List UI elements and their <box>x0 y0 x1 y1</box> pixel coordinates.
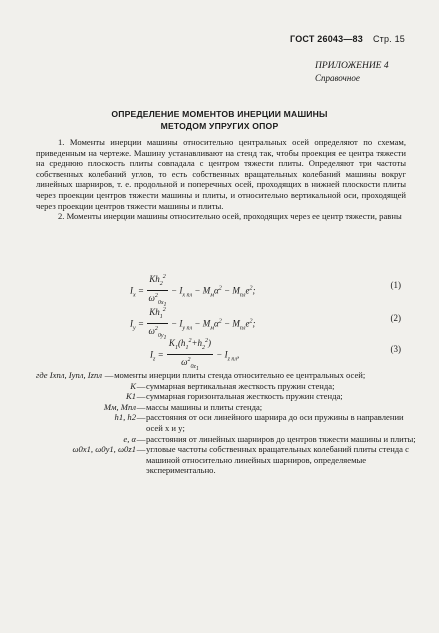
formula-3-number: (3) <box>390 344 401 354</box>
section-title-line-2: МЕТОДОМ УПРУГИХ ОПОР <box>160 121 279 131</box>
page-header <box>0 34 405 44</box>
definition-symbol: h1, h2 <box>114 412 136 423</box>
definition-item: h1, h2 — расстояния от оси линейного шарнира до оси пружины в направлении осей x и y; <box>36 412 416 433</box>
definition-item: ω0x1, ω0y1, ω0z1 — угловые частоты собственных вращательных колебаний плиты стенда с машиной относительно линейных шарниров, определяемые экспериментально. <box>36 444 416 476</box>
definition-item: где Ixпл, Iyпл, Izпл — моменты инерции плиты стенда относительно ее центральных осей; <box>36 370 416 381</box>
definition-item: Mм, Mпл — массы машины и плиты стенда; <box>36 402 416 413</box>
definition-item: e, α — расстояния от линейных шарниров до центров тяжести машины и плиты; <box>36 434 416 445</box>
definition-text: расстояния от линейных шарниров до центров тяжести машины и плиты; <box>146 433 416 444</box>
definition-text: моменты инерции плиты стенда относительно ее центральных осей; <box>114 370 366 380</box>
body-text <box>36 137 406 222</box>
section-title <box>0 108 439 132</box>
definition-text: массы машины и плиты стенда; <box>146 401 263 412</box>
paragraph-2: 2. Моменты инерции машины относительно осей, проходящих через ее центр тяжести, равны <box>58 211 402 222</box>
definition-text: суммарная горизонтальная жесткость пружин стенда; <box>146 391 343 402</box>
definition-symbol: K1 <box>125 391 136 402</box>
definition-text: расстояния от оси линейного шарнира до оси пружины в направлении осей x и y; <box>146 412 404 433</box>
document-page: ГОСТ 26043—83 Стр. 15 ПРИЛОЖЕНИЕ 4 Справочное ОПРЕДЕЛЕНИЕ МОМЕНТОВ ИНЕРЦИИ МАШИНЫ МЕТОДОМ УПРУГИХ ОПОР 1. Моменты инерции машины относительно центральных осей определяют по схемам, приведенным на чертеже. Машину устанавливают на стенд так, чтобы проекция ее центра тяжести на среднюю плоскость плиты совпадала с центром тяжести плиты. Определяют три частоты собственных колебаний углов, то есть собственных вращательных колебаний машины вокруг линейных шарниров, т. е. продольной и поперечных осей, проходящих в нижней плоскости плиты через проекции центров тяжести машины и плиты, и относительно вертикальной оси, проходящей через проекции центров тяжести машины и плиты. 2. Моменты инерции машины относительно осей, проходящих через ее центр тяжести, равны $I_x$ = $\frac{Kh_2^2}{\omega^2_{0x_1}}$ − $I_{x пл} - M_м\alpha^2 - M_{пл}e^2$; (1) $I_y$ = $\frac{Kh_1^2}{\omega^2_{0y_1}}$ − $I_{y пл} - M_м\alpha^2 - M_{пл}e^2$; (2) $I_z$ = $\frac{K_1(h_1^2+h_2^2)}{\omega^2_{0z_1}}$ − $I_{z пл}$, (3) где Ixпл, Iyпл, Izпл — моменты инерции плиты стенда относительно ее центральных осей; K — суммарная вертикальная жесткость пружин стенда; K1 — суммарная горизонтальная жесткость пружин стенда; Mм, Mпл — массы машины и плиты стенда; h1, h2 — расстояния от оси линейного шарнира до оси пружины в направлении осей x и y; e, α — расстояния от линейных шарниров до центров тяжести машины и плиты; ω0x1, ω0y1, ω0z1 — угловые частоты собственных вращательных колебаний плиты стенда с машиной относительно линейных шарниров, определяемые экспериментально. <box>0 0 439 633</box>
definition-text: угловые частоты собственных вращательных колебаний плиты стенда с машиной относительно линейных шарниров, определяемые экспериментально. <box>146 444 409 476</box>
appendix-subtitle: Справочное <box>315 73 360 83</box>
definition-item: K1 — суммарная горизонтальная жесткость пружин стенда; <box>36 391 416 402</box>
page-number: Стр. 15 <box>372 34 405 44</box>
formula-1-number: (1) <box>390 280 401 290</box>
gost-number: ГОСТ 26043—83 <box>290 34 363 44</box>
definition-symbol: Mм, Mпл <box>103 401 136 412</box>
formula-2-number: (2) <box>390 313 401 323</box>
definition-symbol: где Ixпл, Iyпл, Izпл <box>36 370 103 380</box>
appendix-label <box>315 60 405 84</box>
paragraph-1: 1. Моменты инерции машины относительно центральных осей определяют по схемам, приведенным на чертеже. Машину устанавливают на стенд так, чтобы проекция ее центра тяжести на среднюю плоскость плиты совпадала с центром тяжести плиты. Определяют три частоты собственных колебаний углов, то есть собственных вращательных колебаний машины вокруг линейных шарниров, т. е. продольной и поперечных осей, проходящих в нижней плоскости плиты через проекции центров тяжести машины и плиты, и относительно вертикальной оси, проходящей через проекции центров тяжести машины и плиты. <box>36 137 406 211</box>
appendix-title: ПРИЛОЖЕНИЕ 4 <box>315 61 389 71</box>
definition-symbol: e, α <box>123 433 136 444</box>
section-title-line-1: ОПРЕДЕЛЕНИЕ МОМЕНТОВ ИНЕРЦИИ МАШИНЫ <box>111 109 328 119</box>
definition-text: суммарная вертикальная жесткость пружин стенда; <box>146 380 335 391</box>
definition-item: K — суммарная вертикальная жесткость пружин стенда; <box>36 381 416 392</box>
definitions-list <box>36 370 416 476</box>
definition-symbol: K <box>130 380 136 391</box>
definition-symbol: ω0x1, ω0y1, ω0z1 <box>72 444 136 455</box>
